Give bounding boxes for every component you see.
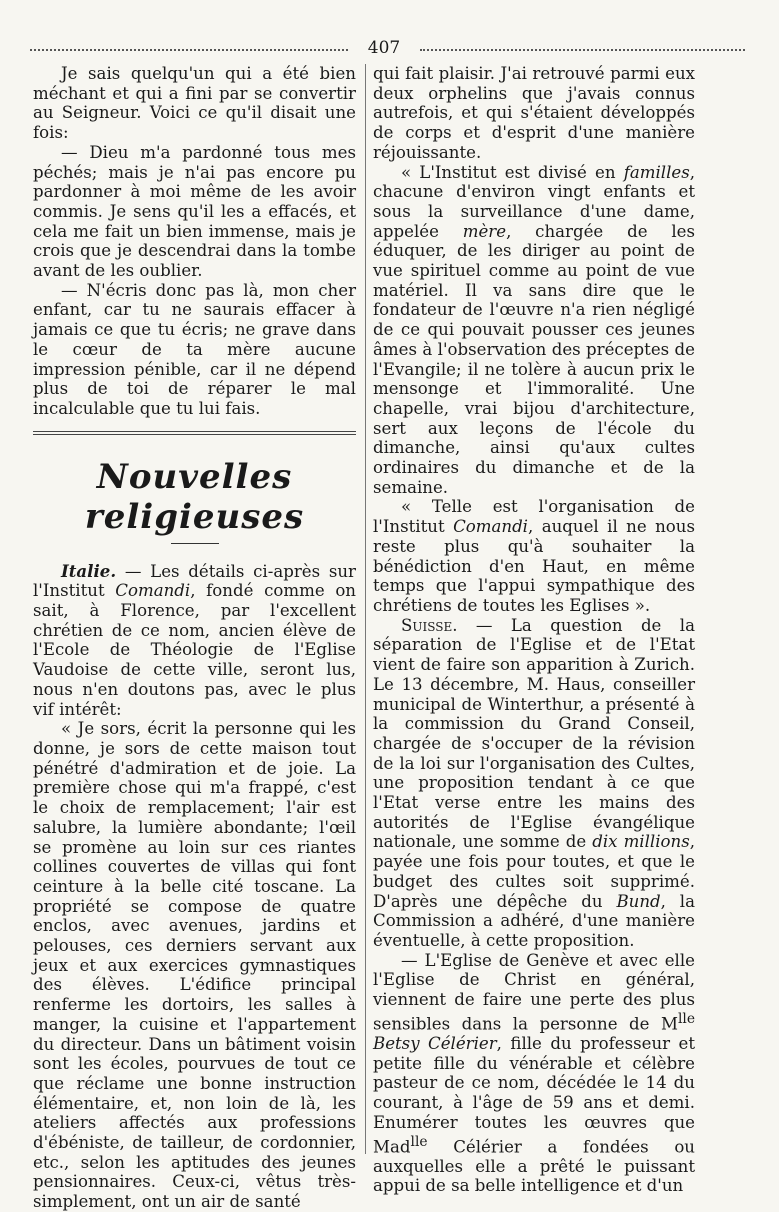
text-run-italic: Comandi	[115, 581, 191, 601]
page-header	[30, 36, 745, 60]
country-label-italie: Italie.	[61, 560, 117, 581]
text-run-italic: Comandi	[453, 517, 528, 537]
text-run: , fille du professeur et petite fille du vénérable et célèbre pasteur de ce nom, décédée le 14 du courant, à l'âge de 59 ans et demi. Enumérer toutes les œuvres que Mad	[373, 1033, 695, 1157]
header-rule-left	[30, 49, 348, 51]
paragraph-italie	[33, 562, 356, 720]
text-run: « L'Institut est divisé en	[401, 162, 624, 182]
section-title: Nouvelles religieuses	[84, 456, 305, 537]
text-run: « Telle est l'organisation de l'Institut	[373, 497, 695, 537]
text-run: — La question de la séparation de l'Eglise et de l'Etat vient de faire son apparition à Zurich. Le 13 décembre, M. Haus, conseiller municipal de Winterthur, a présenté à la commission du Grand Conseil, chargée de s'occuper de la révision de la loi sur l'organisation des Cultes, une proposition tendant à ce que l'Etat verse entre les mains des autorités de l'Eglise évangélique nationale, une somme de	[373, 615, 695, 852]
text-run-italic: mère	[462, 221, 507, 241]
title-rule	[171, 543, 219, 544]
column-divider	[365, 64, 366, 1154]
text-run: Célérier a fondées ou auxquelles elle a prêté le puissant appui de sa belle intelligence et d'un	[373, 1137, 695, 1196]
paragraph: — N'écris donc pas là, mon cher enfant, car tu ne saurais effacer à jamais ce que tu écris; ne grave dans le cœur de ta mère aucune impression pénible, car il ne dépend plus de toi de réparer le mal incalculable que tu lui fais.	[33, 280, 356, 418]
text-run: , chacune d'environ vingt enfants et sous la surveillance d'une dame, appelée	[373, 162, 695, 241]
text-run-italic: dix millions	[592, 832, 690, 852]
paragraph-suisse	[373, 616, 695, 951]
superscript: lle	[677, 1010, 695, 1027]
text-run: — Les détails ci-après sur l'Institut	[33, 561, 356, 601]
paragraph: Je sais quelqu'un qui a été bien méchant et qui a fini par se convertir au Seigneur. Voici ce qu'il disait une fois:	[33, 64, 356, 143]
text-run: , payée une fois pour toutes, et que le budget des cultes soit supprimé. D'après une dépêche du	[373, 832, 696, 911]
paragraph: « Je sors, écrit la personne qui les donne, je sors de cette maison tout pénétré d'admiration et de joie. La première chose qui m'a frappé, c'est le choix de remplacement; l'air est salubre, la lumière abondante; l'œil se promène au loin sur ces riantes collines couvertes de villas qui font ceinture à la belle cité toscane. La propriété se compose de quatre enclos, avec avenues, jardins et pelouses, ces derniers servant aux jeux et aux exercices gymnastiques des élèves. L'édifice principal renferme les dortoirs, les salles à manger, la cuisine et l'appartement du directeur. Dans un bâtiment voisin sont les écoles, pourvues de tout ce que réclame une bonne instruction élémentaire, et, non loin de là, les ateliers affectés aux professions d'ébéniste, de tailleur, de cordonnier, etc., selon les aptitudes des jeunes pensionnaires. Ceux-ci, vêtus très-simplement, ont un air de santé	[33, 719, 356, 1212]
text-run: , la Commission a adhéré, d'une manière éventuelle, à cette proposition.	[373, 891, 696, 950]
country-label-suisse: Suisse.	[401, 615, 458, 635]
text-run-italic: familles	[623, 162, 690, 182]
text-run: , fondé comme on sait, à Florence, par l'excellent chrétien de ce nom, ancien élève de l'Ecole de Théologie de l'Eglise Vaudoise de cette ville, seront lus, nous n'en doutons pas, avec le plus vif intérêt:	[33, 581, 356, 719]
left-column	[33, 64, 356, 1212]
right-column	[373, 64, 695, 1196]
page-number: 407	[367, 38, 401, 58]
paragraph	[373, 497, 695, 615]
section-divider	[33, 431, 356, 435]
paragraph: qui fait plaisir. J'ai retrouvé parmi eux deux orphelins que j'avais connus autrefois, et qui s'étaient développés de corps et d'esprit d'une manière réjouissante.	[373, 64, 695, 162]
text-run: , auquel il ne nous reste plus qu'à souhaiter la bénédiction d'en Haut, en même temps que l'appui sympathique des chrétiens de toutes les Eglises ».	[373, 517, 695, 615]
paragraph: — Dieu m'a pardonné tous mes péchés; mais je n'ai pas encore pu pardonner à moi même de les avoir commis. Je sens qu'il les a effacés, et cela me fait un bien immense, mais je crois que je descendrai dans la tombe avant de les oublier.	[33, 142, 356, 281]
paragraph	[373, 163, 695, 498]
text-run: , chargée de les éduquer, de les diriger au point de vue spirituel comme au point de vue matériel. Il va sans dire que le fondateur de l'œuvre n'a rien négligé de ce qui pouvait pousser ces jeunes âmes à l'observation des préceptes de l'Evangile; il ne tolère à aucun prix le mensonge et l'immoralité. Une chapelle, vrai bijou d'architecture, sert aux leçons de l'école du dimanche, ainsi qu'aux cultes ordinaires du dimanche et de la semaine.	[373, 221, 695, 497]
text-run-italic: Betsy Célérier	[373, 1033, 497, 1053]
text-run: — L'Eglise de Genève et avec elle l'Eglise de Christ en général, viennent de faire une perte des plus sensibles dans la personne de M	[373, 950, 695, 1034]
header-rule-right	[420, 49, 745, 51]
paragraph	[373, 951, 695, 1197]
text-run-italic: Bund	[616, 891, 661, 911]
superscript: lle	[410, 1133, 428, 1150]
